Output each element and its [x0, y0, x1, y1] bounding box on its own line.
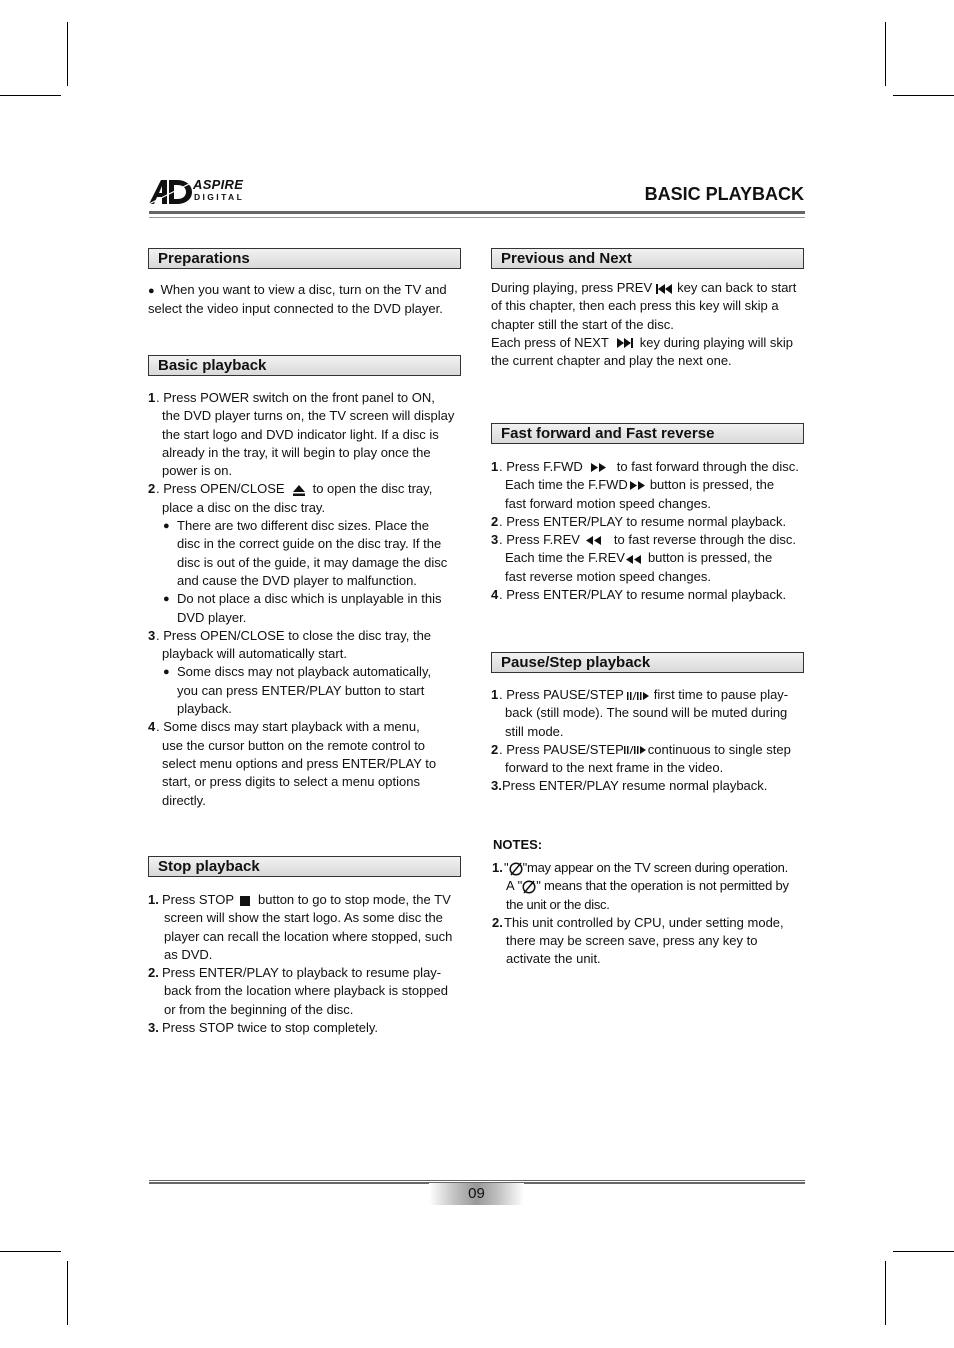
text-line: playback.	[177, 701, 232, 717]
fast-reverse-icon	[626, 555, 642, 564]
text-line: as DVD.	[164, 946, 213, 962]
item-number: 3	[148, 627, 156, 643]
text-line: back from the location where playback is stopped	[164, 983, 448, 999]
prev-icon	[656, 284, 673, 294]
section-heading-preparations: Preparations	[148, 248, 461, 269]
text-line: still mode.	[505, 723, 564, 739]
text-line: directly.	[162, 792, 206, 808]
text-line: select menu options and press ENTER/PLAY to	[162, 755, 437, 771]
text-line: of this chapter, then each press this key will skip a	[491, 298, 779, 314]
preparations-text	[148, 281, 468, 319]
list-item	[492, 859, 808, 914]
item-number: 3	[491, 532, 499, 548]
crop-mark	[885, 1261, 886, 1325]
text-line: . Press F.FWD	[499, 459, 583, 474]
text-line: chapter still the start of the disc.	[491, 316, 674, 332]
list-item	[148, 480, 470, 626]
section-heading-previous-next: Previous and Next	[491, 248, 804, 269]
bullet-icon: ●	[163, 666, 170, 679]
text-line: . Some discs may start playback with a menu,	[156, 719, 420, 735]
notes-list	[492, 859, 808, 969]
text-line: there may be screen save, press any key to	[506, 933, 758, 949]
crop-mark	[0, 95, 61, 96]
text-line: button is pressed, the	[649, 477, 775, 493]
crop-mark	[893, 95, 954, 96]
list-item	[148, 627, 470, 718]
crop-mark	[885, 22, 886, 86]
text-line: back (still mode). The sound will be muted during	[505, 705, 788, 721]
item-number: 1.	[148, 892, 159, 907]
list-item	[491, 741, 816, 778]
text-line: fast reverse motion speed changes.	[505, 568, 711, 584]
text-line: to fast reverse through the disc.	[613, 532, 797, 548]
crop-mark	[67, 22, 68, 86]
notes-heading: NOTES:	[493, 837, 543, 852]
section-heading-basic-playback: Basic playback	[148, 355, 461, 376]
text-line: or from the beginning of the disc.	[164, 1001, 354, 1017]
text-line: . Press OPEN/CLOSE to close the disc tray, the	[156, 627, 432, 643]
text-line: player can recall the location where stopped, such	[164, 928, 453, 944]
text-line: Each time the F.REV	[505, 550, 625, 566]
text-line: A "	[506, 878, 523, 894]
text-line: Each press of NEXT	[491, 334, 609, 350]
list-item	[492, 914, 808, 969]
item-number: 2	[491, 513, 499, 529]
text-line: the current chapter and play the next one.	[491, 353, 732, 369]
section-heading-stop-playback: Stop playback	[148, 856, 461, 877]
crop-mark	[67, 1261, 68, 1325]
text-line: . Press POWER switch on the front panel to ON,	[156, 390, 435, 405]
text-line: Press ENTER/PLAY to playback to resume play-	[162, 965, 442, 981]
pause-step-icon	[627, 692, 649, 700]
text-line: . Press ENTER/PLAY to resume normal playback.	[499, 587, 787, 603]
section-heading-fast-forward-reverse: Fast forward and Fast reverse	[491, 423, 804, 444]
text-line: button is pressed, the	[647, 550, 773, 566]
text-line: and cause the DVD player to malfunction.	[177, 572, 417, 588]
list-item	[148, 389, 470, 480]
text-line: key during playing will skip	[639, 334, 793, 350]
text-line: continuous to single step	[647, 741, 791, 757]
prohibited-icon	[509, 862, 523, 876]
text-line: activate the unit.	[506, 951, 601, 967]
text-line: During playing, press PREV	[491, 280, 653, 295]
text-line: button to go to stop mode, the TV	[258, 892, 451, 907]
text-line: the unit or the disc.	[506, 896, 610, 912]
stop-icon	[240, 896, 250, 906]
item-number: 2.	[148, 965, 159, 981]
text-line: Press ENTER/PLAY resume normal playback.	[502, 778, 768, 794]
pause-step-list	[491, 686, 816, 796]
item-number: 4	[491, 587, 499, 603]
eject-icon	[293, 485, 305, 496]
text-line: . Press OPEN/CLOSE	[156, 481, 285, 497]
text-line: you can press ENTER/PLAY button to start	[177, 682, 425, 698]
bullet-icon: ●	[148, 285, 155, 297]
list-item	[491, 531, 816, 586]
text-line: power is on.	[162, 463, 233, 479]
text-line: fast forward motion speed changes.	[505, 495, 711, 511]
page-number: 09	[429, 1183, 524, 1205]
text-line: There are two different disc sizes. Place the	[177, 518, 429, 534]
text-line: playback will automatically start.	[162, 646, 347, 662]
item-number: 1.	[492, 860, 503, 875]
text-line: use the cursor button on the remote control to	[162, 737, 426, 753]
text-line: DVD player.	[177, 609, 247, 625]
text-line: first time to pause play-	[653, 687, 789, 702]
header-rule-thin	[149, 217, 805, 218]
fast-forward-list	[491, 458, 816, 604]
item-number: 1	[148, 390, 156, 405]
section-heading-pause-step: Pause/Step playback	[491, 652, 804, 673]
brand-name: ASPIRE	[193, 177, 244, 192]
fast-forward-icon	[591, 463, 607, 472]
item-number: 2.	[492, 914, 503, 930]
text-line: already in the tray, it will begin to play once the	[162, 444, 431, 460]
text-line: Each time the F.FWD	[505, 477, 628, 493]
text-line: to open the disc tray,	[312, 481, 433, 497]
basic-playback-list	[148, 389, 470, 810]
item-number: 1	[491, 459, 499, 474]
text-line: to fast forward through the disc.	[616, 459, 799, 474]
text-line: place a disc on the disc tray.	[162, 499, 326, 515]
bullet-icon: ●	[163, 593, 170, 606]
list-item	[491, 586, 816, 604]
fast-reverse-icon	[586, 536, 602, 545]
text-line: Some discs may not playback automatically,	[177, 664, 432, 680]
text-line: Press STOP	[162, 892, 235, 907]
text-line: . Press F.REV	[499, 532, 580, 548]
item-number: 4	[148, 719, 156, 735]
text-line: forward to the next frame in the video.	[505, 760, 724, 776]
prohibited-icon	[522, 880, 536, 894]
item-number: 2	[148, 481, 156, 497]
list-item	[148, 891, 470, 964]
next-icon	[617, 338, 634, 348]
text-line: Press STOP twice to stop completely.	[162, 1020, 379, 1036]
text-line: select the video input connected to the DVD player.	[148, 301, 443, 317]
crop-mark	[893, 1251, 954, 1252]
list-item	[491, 686, 816, 741]
text-line: . Press PAUSE/STEP	[499, 687, 624, 702]
item-number: 2	[491, 741, 499, 757]
text-line: key can back to start	[677, 280, 797, 295]
list-item	[491, 513, 816, 531]
pause-step-icon	[624, 746, 646, 754]
text-line: start, or press digits to select a menu options	[162, 774, 420, 790]
previous-next-text	[491, 279, 821, 370]
list-item	[148, 718, 470, 809]
text-line: "may appear on the TV screen during operation.	[522, 860, 788, 875]
bullet-icon: ●	[163, 520, 170, 533]
text-line: Do not place a disc which is unplayable in this	[177, 591, 442, 607]
item-number: 3.	[491, 778, 502, 794]
text-line: the DVD player turns on, the TV screen will display	[162, 408, 455, 424]
crop-mark	[0, 1251, 61, 1252]
text-line: This unit controlled by CPU, under setting mode,	[504, 914, 784, 930]
ad-logo-icon	[149, 178, 193, 204]
header-rule	[149, 211, 805, 214]
brand-subtitle: DIGITAL	[194, 192, 245, 202]
fast-forward-icon	[630, 481, 646, 490]
text-line: . Press PAUSE/STEP	[499, 741, 624, 757]
brand-logo	[149, 176, 259, 206]
item-number: 3.	[148, 1020, 159, 1036]
text-line: When you want to view a disc, turn on the TV and	[160, 282, 447, 297]
text-line: screen will show the start logo. As some disc the	[164, 910, 443, 926]
list-item	[148, 964, 470, 1019]
text-line: "	[504, 860, 509, 875]
text-line: the start logo and DVD indicator light. If a disc is	[162, 426, 439, 442]
text-line: . Press ENTER/PLAY to resume normal playback.	[499, 513, 787, 529]
text-line: " means that the operation is not permitted by	[536, 878, 789, 894]
page-title: BASIC PLAYBACK	[644, 184, 804, 204]
list-item	[491, 458, 816, 513]
item-number: 1	[491, 687, 499, 702]
list-item	[148, 1019, 470, 1037]
list-item	[491, 777, 816, 795]
text-line: disc in the correct guide on the disc tray. If the	[177, 536, 442, 552]
stop-playback-list	[148, 891, 470, 1037]
text-line: disc is out of the guide, it may damage the disc	[177, 554, 448, 570]
